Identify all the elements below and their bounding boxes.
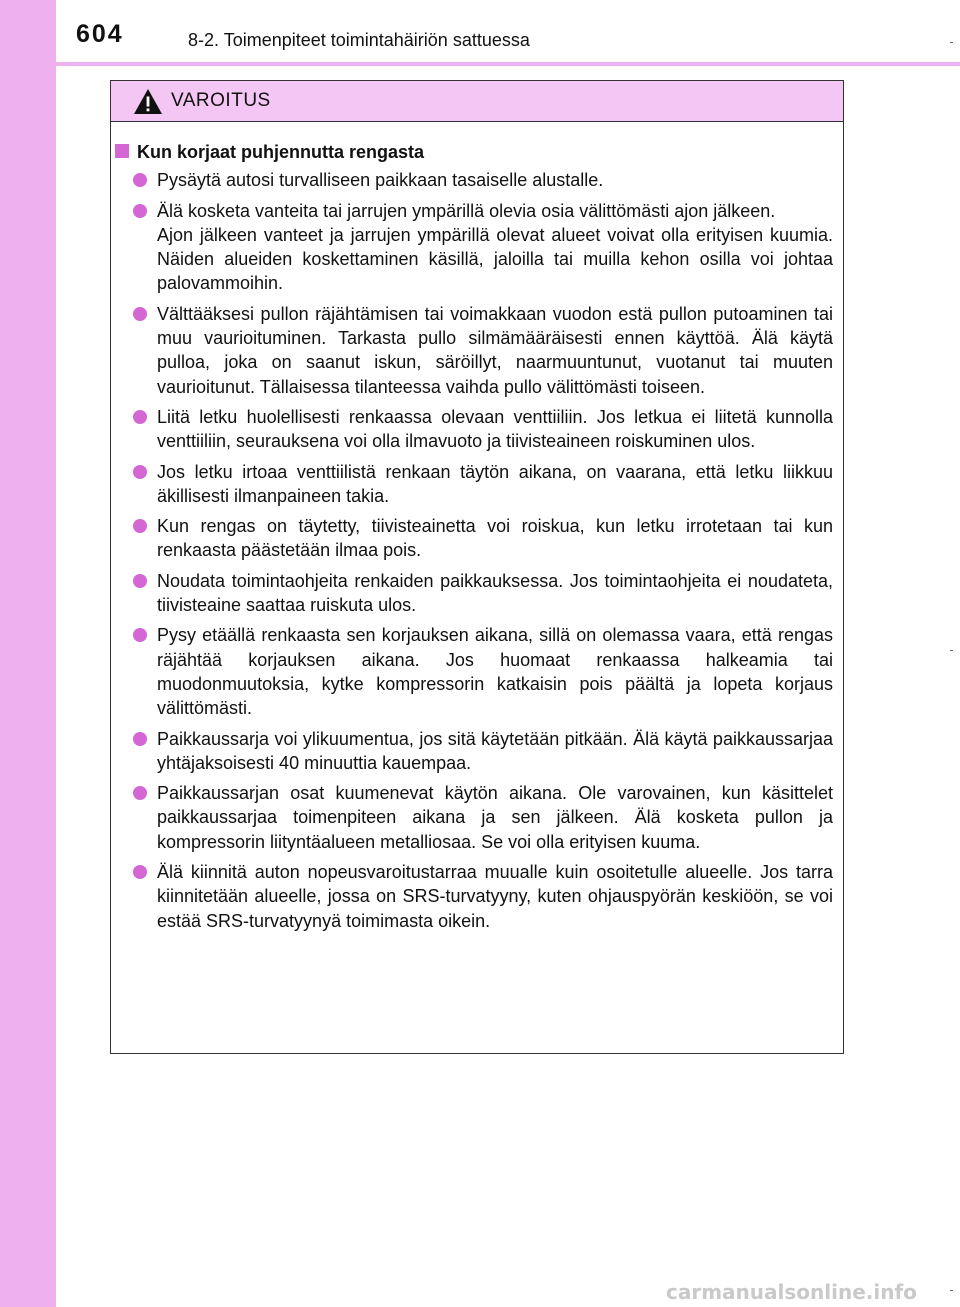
list-item-text: Välttääksesi pullon räjähtämisen tai voimakkaan vuodon estä pullon putoaminen tai muu vaurioituminen. Tarkasta pullo silmämääräisesti ennen käyttöä. Älä käytä pulloa, joka on saanut iskun, säröillyt, naarmuuntunut, vuotanut tai muuten vaurioitunut. Tällaisessa tilanteessa vaihda pullo välittömästi toiseen. <box>157 303 833 397</box>
bullet-dot-icon <box>133 519 147 533</box>
warning-body <box>111 122 843 933</box>
list-item-text: Liitä letku huolellisesti renkaassa olevaan venttiiliin. Jos letkua ei liitetä kunnolla venttiiliin, seurauksena voi olla ilmavuoto ja tiivisteaineen roiskuminen ulos. <box>157 406 833 452</box>
list-item-text: Paikkaussarjan osat kuumenevat käytön aikana. Ole varovainen, kun käsittelet paikkaussarjaa toimenpiteen aikana ja sen jälkeen. Älä kosketa pullon ja kompressorin liityntäalueen metalliosaa. Se voi olla erityisen kuuma. <box>157 783 833 852</box>
bullet-dot-icon <box>133 865 147 879</box>
watermark: carmanualsonline.info <box>666 1280 917 1304</box>
section-title: 8-2. Toimenpiteet toimintahäiriön sattuessa <box>188 30 530 50</box>
warning-label: VAROITUS <box>171 90 271 111</box>
header-divider <box>56 62 960 66</box>
list-item <box>111 460 833 509</box>
bullet-dot-icon <box>133 204 147 218</box>
list-item <box>111 168 833 192</box>
bullet-dot-icon <box>133 786 147 800</box>
list-item <box>111 727 833 776</box>
bullet-dot-icon <box>133 307 147 321</box>
margin-tick <box>950 1290 953 1291</box>
bullet-dot-icon <box>133 465 147 479</box>
bullet-dot-icon <box>133 574 147 588</box>
list-item-text: Paikkaussarja voi ylikuumentua, jos sitä käytetään pitkään. Älä käytä paikkaussarjaa yhtäjaksoisesti 40 minuuttia kauempaa. <box>157 728 833 773</box>
warning-heading-text: Kun korjaat puhjennutta rengasta <box>137 142 425 162</box>
list-item-text: Pysäytä autosi turvalliseen paikkaan tasaiselle alustalle. <box>157 170 604 191</box>
list-item <box>111 860 833 933</box>
list-item-text: Älä kiinnitä auton nopeusvaroitustarraa muualle kuin osoitetulle alueelle. Jos tarra kiinnitetään alueelle, jossa on SRS-turvatyyny, kuten ohjauspyörän keskiöön, se voi estää SRS-turvatyynyä toimimasta oikein. <box>157 862 833 931</box>
warning-triangle-icon <box>133 88 163 115</box>
margin-tick <box>950 650 953 651</box>
list-item <box>111 569 833 618</box>
side-bar <box>0 0 56 1307</box>
page-number: 604 <box>76 20 124 48</box>
list-item-text: Pysy etäällä renkaasta sen korjauksen aikana, sillä on olemassa vaara, että rengas räjähtää korjauksen aikana. Jos huomaat renkaassa halkeamia tai muodonmuutoksia, kytke kompressorin katkaisin pois päältä ja lopeta korjaus välittömästi. <box>157 625 833 719</box>
list-item-text: Jos letku irtoaa venttiilistä renkaan täytön aikana, on vaarana, että letku liikkuu äkillisesti ilmanpaineen takia. <box>157 461 833 506</box>
list-item-text: Kun rengas on täytetty, tiivisteainetta voi roiskua, kun letku irrotetaan tai kun renkaasta päästetään ilmaa pois. <box>157 516 833 561</box>
warning-heading <box>115 140 833 164</box>
warning-list <box>111 168 833 933</box>
bullet-dot-icon <box>133 410 147 424</box>
warning-box <box>110 80 844 1054</box>
margin-tick <box>950 42 953 43</box>
list-item <box>111 405 833 454</box>
list-item-text: Älä kosketa vanteita tai jarrujen ympärillä olevia osia välittömästi ajon jälkeen. <box>157 200 776 221</box>
bullet-dot-icon <box>133 628 147 642</box>
list-item <box>111 781 833 854</box>
list-item-text: Noudata toimintaohjeita renkaiden paikkauksessa. Jos toimintaohjeita ei noudateta, tiivisteaine saattaa ruiskuta ulos. <box>157 570 833 616</box>
bullet-dot-icon <box>133 732 147 746</box>
square-bullet-icon <box>115 144 129 158</box>
warning-header <box>111 81 843 122</box>
list-item <box>111 623 833 720</box>
list-item <box>111 302 833 399</box>
list-item-extra-text: Ajon jälkeen vanteet ja jarrujen ympärillä olevat alueet voivat olla erityisen kuumia. Näiden alueiden koskettaminen käsillä, jaloilla tai muilla kehon osilla voi johtaa palovammoihin. <box>157 224 833 294</box>
list-item <box>111 514 833 563</box>
bullet-dot-icon <box>133 173 147 187</box>
list-item <box>111 199 833 296</box>
